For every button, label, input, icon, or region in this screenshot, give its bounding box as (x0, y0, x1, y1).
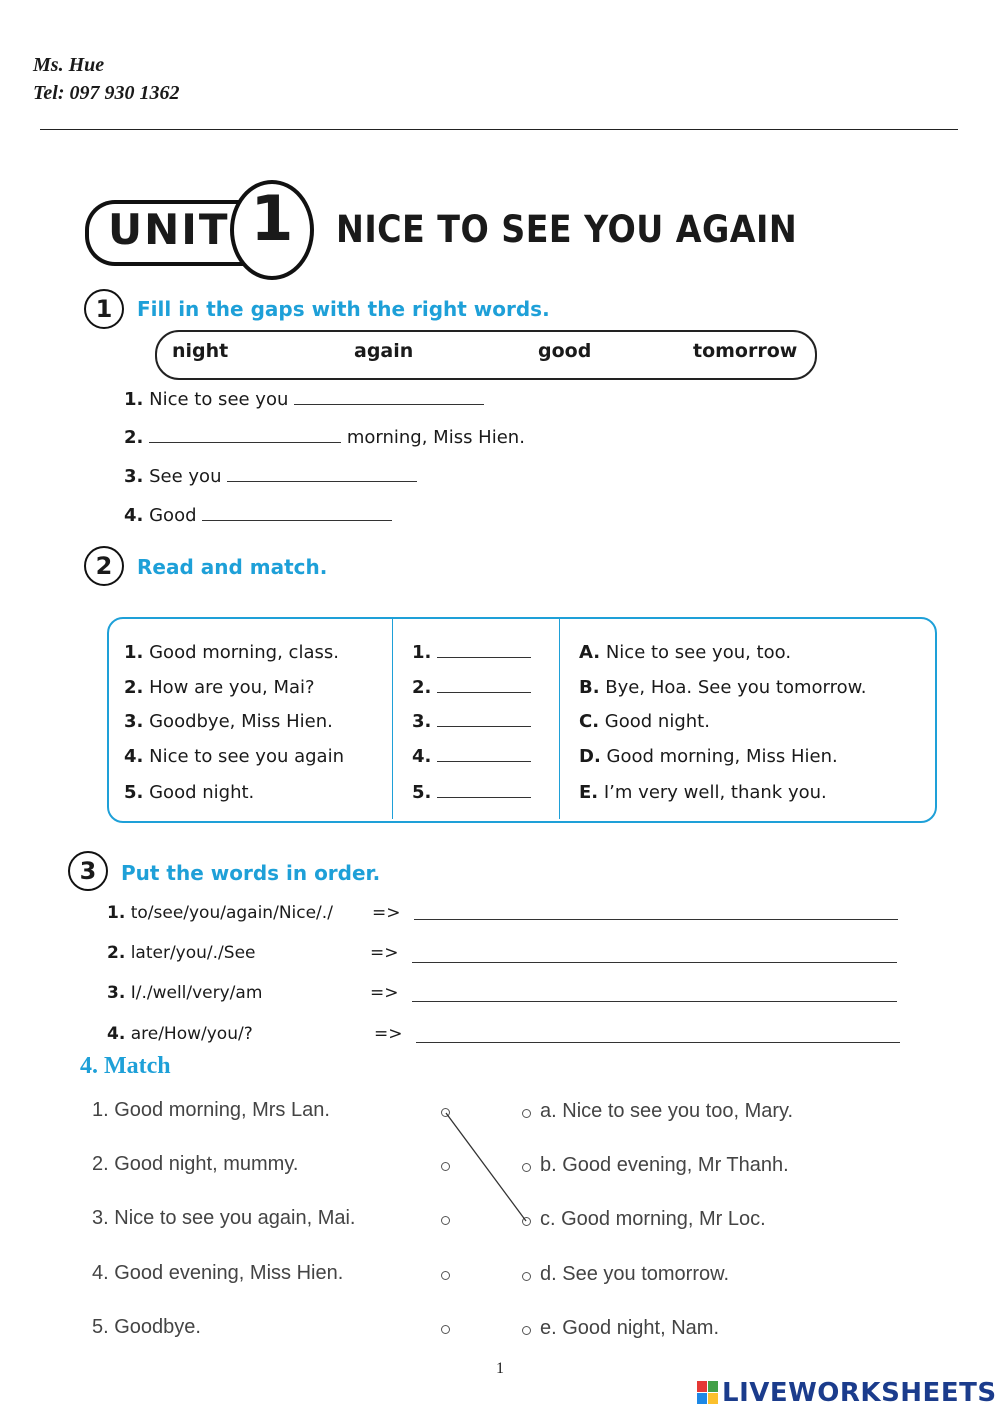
question-row: 2. How are you, Mai? (124, 677, 315, 698)
match-left-item: 2. Good night, mummy. (92, 1153, 299, 1175)
item-number: 3. (124, 466, 144, 487)
arrow: => (372, 903, 401, 923)
match-left-item: 1. Good morning, Mrs Lan. (92, 1099, 330, 1121)
unit-label: UNIT (108, 205, 230, 254)
order-item: 1. to/see/you/again/Nice/./ (107, 903, 333, 923)
page-number: 1 (496, 1360, 504, 1377)
match-left-item: 5. Goodbye. (92, 1316, 201, 1338)
word-bank-item: good (538, 340, 592, 362)
word-bank-item: tomorrow (693, 340, 798, 362)
lesson-title: NICE TO SEE YOU AGAIN (336, 208, 798, 251)
match-left-item: 4. Good evening, Miss Hien. (92, 1262, 344, 1284)
item-text: morning, Miss Hien. (346, 427, 525, 448)
section-2-title: Read and match. (137, 555, 328, 579)
answer-slot[interactable]: 2. (412, 677, 531, 698)
unit-number: 1 (250, 182, 294, 255)
item-text: Good (149, 505, 197, 526)
answer-option: B. Bye, Hoa. See you tomorrow. (579, 677, 867, 698)
section-1-title: Fill in the gaps with the right words. (137, 297, 550, 321)
arrow: => (370, 943, 399, 963)
question-row: 1. Good morning, class. (124, 642, 339, 663)
answer-slot[interactable]: 3. (412, 711, 531, 732)
match-right-item: e. Good night, Nam. (540, 1317, 719, 1339)
word-bank-item: night (172, 340, 229, 362)
match-right-item: b. Good evening, Mr Thanh. (540, 1154, 789, 1176)
match-right-item: d. See you tomorrow. (540, 1263, 729, 1285)
teacher-name: Ms. Hue (33, 54, 105, 76)
order-item: 4. are/How/you/? (107, 1024, 253, 1044)
answer-slot[interactable]: 5. (412, 782, 531, 803)
order-item: 2. later/you/./See (107, 943, 256, 963)
match-left-item: 3. Nice to see you again, Mai. (92, 1207, 356, 1229)
answer-option: C. Good night. (579, 711, 710, 732)
section-2-badge: 2 (84, 546, 124, 586)
answer-option: A. Nice to see you, too. (579, 642, 792, 663)
question-row: 3. Goodbye, Miss Hien. (124, 711, 333, 732)
answer-option: D. Good morning, Miss Hien. (579, 746, 838, 767)
order-item: 3. I/./well/very/am (107, 983, 263, 1003)
section-1-badge: 1 (84, 289, 124, 329)
answer-option: E. I’m very well, thank you. (579, 782, 827, 803)
item-number: 4. (124, 505, 144, 526)
answer-slot[interactable]: 1. (412, 642, 531, 663)
liveworksheets-logo-icon (697, 1381, 719, 1405)
match-right-item: a. Nice to see you too, Mary. (540, 1100, 794, 1122)
arrow: => (374, 1024, 403, 1044)
section-4-title: 4. Match (80, 1053, 171, 1079)
word-bank-item: again (354, 340, 414, 362)
teacher-phone: Tel: 097 930 1362 (33, 82, 180, 104)
section-3-title: Put the words in order. (121, 861, 381, 885)
item-number: 2. (124, 427, 144, 448)
item-text: Nice to see you (149, 389, 289, 410)
question-row: 5. Good night. (124, 782, 255, 803)
item-number: 1. (124, 389, 144, 410)
question-row: 4. Nice to see you again (124, 746, 344, 767)
answer-slot[interactable]: 4. (412, 746, 531, 767)
item-text: See you (149, 466, 222, 487)
liveworksheets-brand: LIVEWORKSHEETS (722, 1378, 997, 1408)
match-right-item: c. Good morning, Mr Loc. (540, 1208, 766, 1230)
section-3-badge: 3 (68, 851, 108, 891)
arrow: => (370, 983, 399, 1003)
